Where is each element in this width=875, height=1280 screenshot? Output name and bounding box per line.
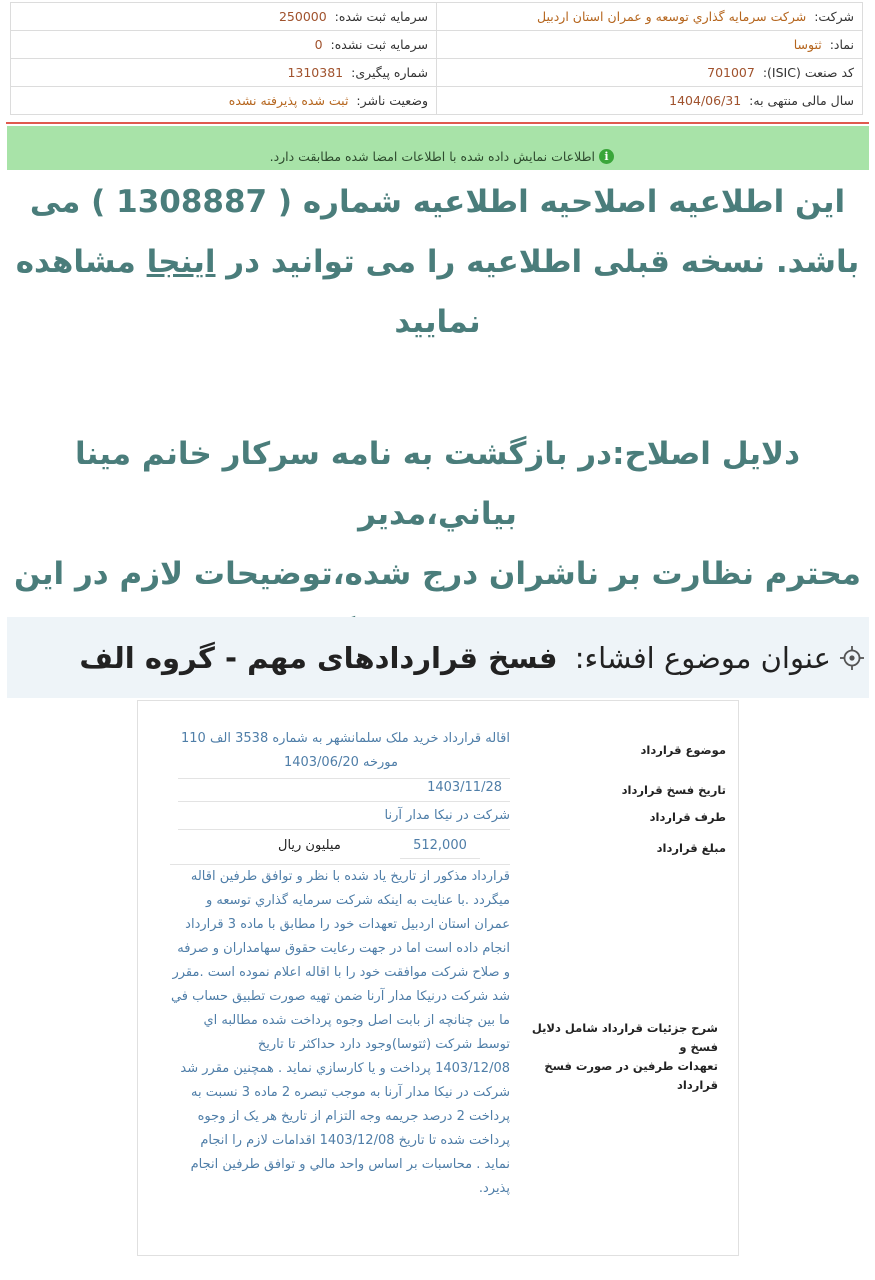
- correction-notice-line: نمایید: [394, 304, 481, 340]
- info-row: [11, 3, 863, 31]
- correction-reasons-line: دلايل اصلاح:در بازگشت به نامه سرکار خانم مينا بياني،مدير: [74, 436, 801, 532]
- notice-text-after-link: مشاهده: [15, 244, 147, 280]
- correction-notice-line: [0, 232, 875, 292]
- previous-version-link[interactable]: اینجا: [146, 244, 216, 280]
- disclosure-title: [79, 641, 831, 675]
- info-icon: i: [599, 149, 614, 164]
- details-line: و صلاح شرکت موافقت خود را با اقاله اعلام نموده است .مقرر: [172, 965, 510, 980]
- amount-value: 512,000: [400, 834, 480, 859]
- isic-label: کد صنعت (ISIC):: [762, 65, 854, 80]
- publisher-status-cell: [11, 87, 437, 115]
- company-link[interactable]: شرکت سرمايه گذاري توسعه و عمران استان اردبيل: [537, 9, 807, 24]
- termination-date-label: تاریخ فسخ قرارداد: [621, 783, 726, 797]
- details-label: [513, 1019, 718, 1095]
- subject-line: مورخه 1403/06/20: [283, 755, 398, 770]
- details-line: قرارداد مذکور از تاريخ ياد شده با نظر و توافق طرفين اقاله: [190, 869, 510, 884]
- fiscal-year-cell: [437, 87, 863, 115]
- company-label: شرکت:: [814, 9, 854, 24]
- details-line: توسط شرکت (ثتوسا)وجود دارد حداکثر تا تاريخ: [257, 1037, 510, 1052]
- unregistered-capital-cell: [11, 31, 437, 59]
- alert-text: اطلاعات نمایش داده شده با اطلاعات امضا شده مطابقت دارد.: [269, 149, 595, 164]
- isic-value: 701007: [707, 65, 755, 80]
- details-line: پذيرد.: [478, 1181, 510, 1196]
- symbol-label: نماد:: [829, 37, 854, 52]
- details-line: عمران استان اردبيل تعهدات خود را مطابق با ماده 3 قرارداد: [185, 917, 510, 932]
- details-line: پرداخت شده تا تاريخ 1403/12/08 اقدامات لازم را انجام: [200, 1133, 510, 1148]
- details-line: 1403/12/08 پرداخت و يا کارسازي نمايد . همچنين مقرر شد: [180, 1061, 510, 1076]
- company-cell: [437, 3, 863, 31]
- unregistered-capital-value: 0: [314, 37, 323, 52]
- disclosure-title-label: عنوان موضوع افشاء:: [574, 640, 831, 675]
- company-info-table: [10, 2, 863, 115]
- contract-details-card: [137, 700, 739, 1256]
- info-row: [11, 31, 863, 59]
- isic-cell: [437, 59, 863, 87]
- registered-capital-value: 250000: [278, 9, 327, 24]
- details-line: پرداخت 2 درصد جريمه وجه التزام از تاريخ هر يک از وجوه: [197, 1109, 510, 1124]
- notice-text-before-link: باشد. نسخه قبلی اطلاعیه را می توانید در: [215, 244, 860, 280]
- details-label-line: تعهدات طرفین در صورت فسخ قرارداد: [544, 1059, 718, 1092]
- details-line: شد شرکت درنيکا مدار آرنا ضمن تهيه صورت تطبيق حساب في: [170, 989, 510, 1004]
- info-row: [11, 59, 863, 87]
- details-line: شرکت در نيکا مدار آرنا به موجب تبصره 2 ماده 3 نسبت به: [191, 1085, 510, 1100]
- correction-notice-line: این اطلاعیه اصلاحیه اطلاعیه شماره ( 1308887 ) می: [29, 184, 846, 220]
- subject-line: اقاله قرارداد خريد ملک سلمانشهر به شماره 3538 الف 110: [181, 731, 510, 746]
- fiscal-year-value: 1404/06/31: [669, 93, 742, 108]
- details-line: ما بين چنانچه از بابت اصل وجوه پرداخت شده مطالبه اي: [203, 1013, 510, 1028]
- red-divider: [6, 122, 869, 124]
- tracking-label: شماره پیگیری:: [351, 65, 428, 80]
- disclosure-title-bar: [7, 617, 869, 698]
- publisher-status-label: وضعیت ناشر:: [356, 93, 428, 108]
- fiscal-year-label: سال مالی منتهی به:: [749, 93, 854, 108]
- signature-match-alert: [7, 126, 869, 170]
- party-value: شرکت در نيکا مدار آرنا: [178, 804, 510, 830]
- subject-label: موضوع قرارداد: [640, 743, 726, 757]
- tracking-cell: [11, 59, 437, 87]
- termination-date-value: 1403/11/28: [178, 776, 510, 802]
- alert-content: [270, 149, 614, 164]
- info-row: [11, 87, 863, 115]
- amount-unit: میلیون ریال: [278, 838, 341, 853]
- symbol-cell: [437, 31, 863, 59]
- details-value: [170, 864, 510, 1201]
- tracking-value: 1310381: [287, 65, 344, 80]
- party-label: طرف قرارداد: [649, 810, 726, 824]
- details-line: انجام داده است اما در جهت رعايت حقوق سهامداران و صرفه: [177, 941, 510, 956]
- details-line: نمايد . محاسبات بر اساس واحد مالي و توافق طرفين انجام: [190, 1157, 510, 1172]
- details-label-line: شرح جزئیات قرارداد شامل دلایل فسخ و: [531, 1021, 718, 1054]
- details-line: ميگردد .با عنايت به اينکه شرکت سرمايه گذاري توسعه و: [205, 893, 510, 908]
- amount-row: [178, 834, 510, 860]
- correction-notice: [0, 172, 875, 352]
- correction-reasons-line: محترم نظارت بر ناشران درج شده،توضيحات لازم در اين: [13, 556, 862, 592]
- unregistered-capital-label: سرمایه ثبت نشده:: [330, 37, 428, 52]
- registered-capital-cell: [11, 3, 437, 31]
- target-icon: [839, 645, 865, 671]
- subject-value: [178, 727, 510, 779]
- publisher-status-value: ثبت شده پذیرفته نشده: [228, 93, 349, 108]
- registered-capital-label: سرمایه ثبت شده:: [334, 9, 428, 24]
- disclosure-title-value: فسخ قراردادهای مهم - گروه الف: [79, 640, 558, 675]
- symbol-link[interactable]: ثتوسا: [793, 37, 822, 52]
- amount-label: مبلغ قرارداد: [656, 841, 726, 855]
